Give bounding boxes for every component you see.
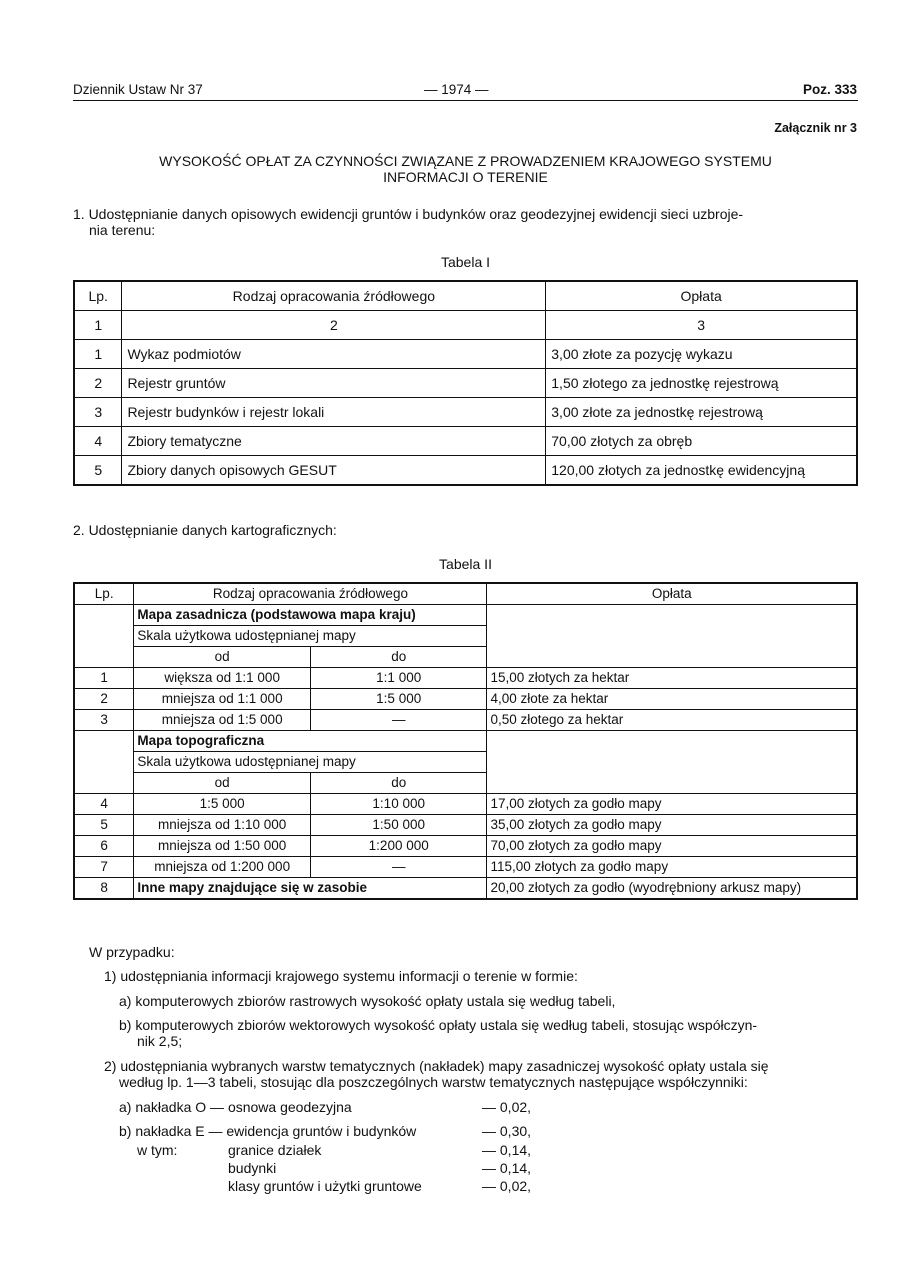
- table-row-last: [74, 878, 857, 900]
- row-fee: 1,50 złotego za jednostkę rejestrową: [546, 369, 857, 398]
- row-fee: 17,00 złotych za godło mapy: [487, 794, 857, 815]
- note-1b-line1: b) komputerowych zbiorów wektorowych wysokość opłaty ustala się według tabeli, stosując współczyn-: [119, 1017, 758, 1033]
- row-fee: 120,00 złotych za jednostkę ewidencyjną: [546, 456, 857, 486]
- table-row: [74, 427, 857, 456]
- coef-a-value: — 0,02,: [482, 1099, 532, 1115]
- page-number: — 1974 —: [424, 82, 489, 97]
- note-2-line1: 2) udostępniania wybranych warstw tematycznych (nakładek) mapy zasadniczej wysokość opłaty ustala się: [104, 1058, 769, 1074]
- coef-c3-label: klasy gruntów i użytki gruntowe: [228, 1178, 422, 1194]
- row-lp: 2: [74, 689, 134, 710]
- section2-text: 2. Udostępnianie danych kartograficznych:: [73, 522, 337, 538]
- table-row: [74, 836, 857, 857]
- row-lp: 4: [74, 427, 122, 456]
- row-lp: 6: [74, 836, 134, 857]
- row-lp: 5: [74, 815, 134, 836]
- row-to: 1:200 000: [310, 836, 487, 857]
- table2-header-lp: Lp.: [74, 583, 134, 605]
- note-1: 1) udostępniania informacji krajowego systemu informacji o terenie w formie:: [104, 968, 578, 984]
- row-lp: 2: [74, 369, 122, 398]
- group1-fee-blank: [487, 605, 857, 668]
- row-name: Rejestr budynków i rejestr lokali: [122, 398, 546, 427]
- row-from: mniejsza od 1:5 000: [134, 710, 311, 731]
- section1-text-line2: nia terenu:: [89, 222, 156, 238]
- table-row: [74, 689, 857, 710]
- coef-c1-value: — 0,14,: [482, 1142, 532, 1158]
- coef-c2-label: budynki: [228, 1160, 277, 1176]
- row-fee: 4,00 złote za hektar: [487, 689, 857, 710]
- row-name: Inne mapy znajdujące się w zasobie: [134, 878, 487, 900]
- row-to: 1:10 000: [310, 794, 487, 815]
- row-lp: 7: [74, 857, 134, 878]
- row-name: Rejestr gruntów: [122, 369, 546, 398]
- table2-caption: Tabela II: [439, 556, 492, 572]
- row-fee: 20,00 złotych za godło (wyodrębniony arkusz mapy): [487, 878, 857, 900]
- group2-to-header: do: [310, 773, 487, 794]
- notes-intro: W przypadku:: [89, 944, 175, 960]
- header-rule: [73, 100, 858, 101]
- row-fee: 15,00 złotych za hektar: [487, 668, 857, 689]
- coef-c2-value: — 0,14,: [482, 1160, 532, 1176]
- row-to: 1:50 000: [310, 815, 487, 836]
- table-1: [73, 280, 858, 486]
- group1-to-header: do: [310, 647, 487, 668]
- row-from: mniejsza od 1:10 000: [134, 815, 311, 836]
- coef-wtym-label: w tym:: [137, 1142, 178, 1158]
- table2-header-fee: Opłata: [487, 583, 857, 605]
- coef-c3-value: — 0,02,: [482, 1178, 532, 1194]
- table-row: [74, 794, 857, 815]
- note-1a: a) komputerowych zbiorów rastrowych wysokość opłaty ustala się według tabeli,: [119, 993, 616, 1009]
- row-lp: 5: [74, 456, 122, 486]
- row-fee: 115,00 złotych za godło mapy: [487, 857, 857, 878]
- table-row: [74, 710, 857, 731]
- row-from: 1:5 000: [134, 794, 311, 815]
- row-fee: 70,00 złotych za godło mapy: [487, 836, 857, 857]
- table1-header-name: Rodzaj opracowania źródłowego: [122, 281, 546, 311]
- table2-header-name: Rodzaj opracowania źródłowego: [134, 583, 487, 605]
- row-lp: 4: [74, 794, 134, 815]
- row-name: Zbiory tematyczne: [122, 427, 546, 456]
- group2-fee-blank: [487, 731, 857, 794]
- row-from: mniejsza od 1:1 000: [134, 689, 311, 710]
- group2-title-row: [74, 731, 857, 752]
- table-row: [74, 369, 857, 398]
- table2-header-row: [74, 583, 857, 605]
- group1-title: Mapa zasadnicza (podstawowa mapa kraju): [134, 605, 487, 626]
- section1-text-line1: 1. Udostępnianie danych opisowych ewidencji gruntów i budynków oraz geodezyjnej ewidencji sieci uzbroje-: [73, 206, 744, 222]
- row-lp: 1: [74, 668, 134, 689]
- table-row: [74, 668, 857, 689]
- table1-col-number: 1: [74, 311, 122, 340]
- table-row: [74, 857, 857, 878]
- group2-lp-blank: [74, 731, 134, 794]
- row-to: —: [310, 857, 487, 878]
- group2-from-header: od: [134, 773, 311, 794]
- row-from: większa od 1:1 000: [134, 668, 311, 689]
- group2-title: Mapa topograficzna: [134, 731, 487, 752]
- row-from: mniejsza od 1:50 000: [134, 836, 311, 857]
- position-number: Poz. 333: [802, 82, 857, 97]
- group2-scale-label: Skala użytkowa udostępnianej mapy: [134, 752, 487, 773]
- row-lp: 3: [74, 398, 122, 427]
- row-fee: 70,00 złotych za obręb: [546, 427, 857, 456]
- coef-c1-label: granice działek: [228, 1142, 322, 1158]
- coef-a-label: a) nakładka O — osnowa geodezyjna: [119, 1099, 352, 1115]
- group1-scale-label: Skala użytkowa udostępnianej mapy: [134, 626, 487, 647]
- table1-col-number: 3: [546, 311, 857, 340]
- row-name: Zbiory danych opisowych GESUT: [122, 456, 546, 486]
- row-lp: 1: [74, 340, 122, 369]
- table1-header-lp: Lp.: [74, 281, 122, 311]
- row-fee: 35,00 złotych za godło mapy: [487, 815, 857, 836]
- table-row: [74, 340, 857, 369]
- coef-b-value: — 0,30,: [482, 1123, 532, 1139]
- document-title-line2: INFORMACJI O TERENIE: [383, 169, 548, 185]
- table-2: [73, 582, 858, 900]
- table-row: [74, 456, 857, 486]
- row-to: 1:1 000: [310, 668, 487, 689]
- table1-col-number: 2: [122, 311, 546, 340]
- note-2-line2: według lp. 1—3 tabeli, stosując dla poszczególnych warstw tematycznych następujące współczynniki:: [119, 1074, 748, 1090]
- row-fee: 0,50 złotego za hektar: [487, 710, 857, 731]
- row-fee: 3,00 złote za pozycję wykazu: [546, 340, 857, 369]
- table1-header-fee: Opłata: [546, 281, 857, 311]
- table-row: [74, 815, 857, 836]
- row-to: 1:5 000: [310, 689, 487, 710]
- row-lp: 8: [74, 878, 134, 900]
- journal-name: Dziennik Ustaw Nr 37: [73, 82, 203, 97]
- group1-title-row: [74, 605, 857, 626]
- group1-lp-blank: [74, 605, 134, 668]
- row-to: —: [310, 710, 487, 731]
- table1-header-row: [74, 281, 857, 311]
- table1-caption: Tabela I: [440, 254, 491, 270]
- table1-number-row: [74, 311, 857, 340]
- group1-from-header: od: [134, 647, 311, 668]
- row-name: Wykaz podmiotów: [122, 340, 546, 369]
- table-row: [74, 398, 857, 427]
- note-1b-line2: nik 2,5;: [137, 1033, 183, 1049]
- row-fee: 3,00 złote za jednostkę rejestrową: [546, 398, 857, 427]
- row-from: mniejsza od 1:200 000: [134, 857, 311, 878]
- row-lp: 3: [74, 710, 134, 731]
- coef-b-label: b) nakładka E — ewidencja gruntów i budynków: [119, 1123, 417, 1139]
- annex-label: Załącznik nr 3: [774, 121, 857, 135]
- document-title-line1: WYSOKOŚĆ OPŁAT ZA CZYNNOŚCI ZWIĄZANE Z PROWADZENIEM KRAJOWEGO SYSTEMU: [159, 153, 772, 169]
